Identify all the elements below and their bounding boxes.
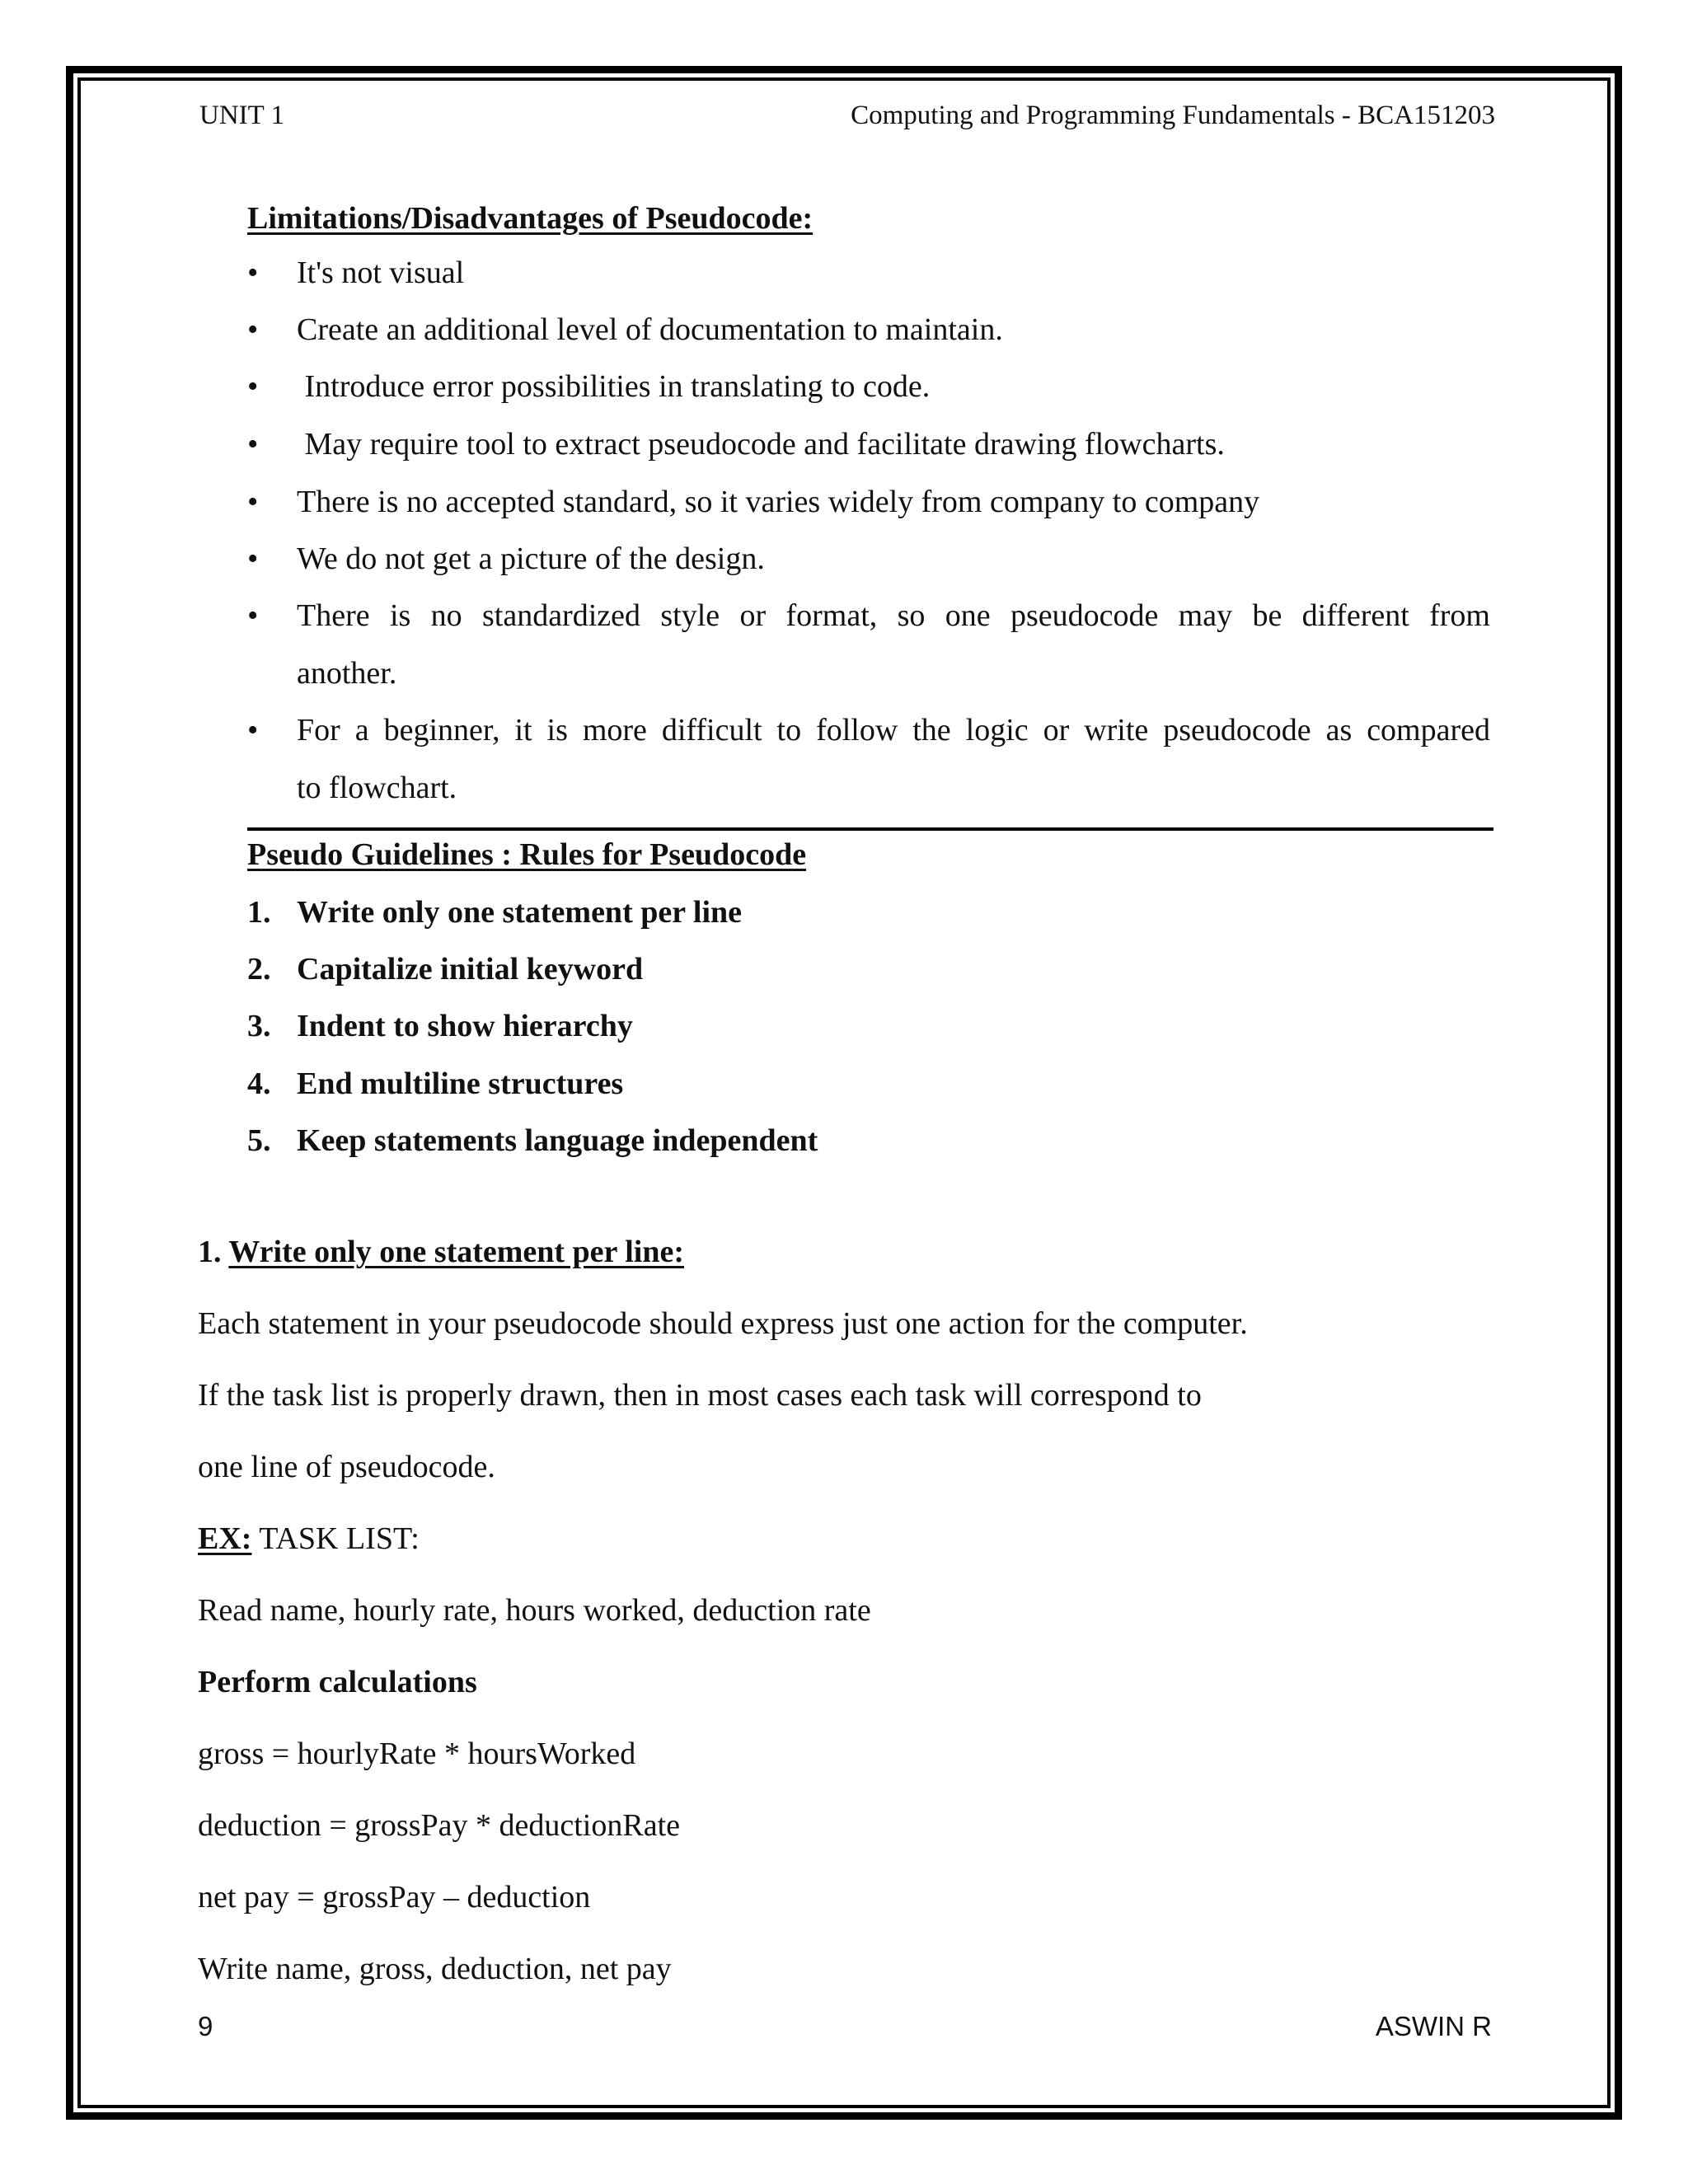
code-line-4: deduction = grossPay * deductionRate [198, 1808, 680, 1843]
section1-paragraph-1: Each statement in your pseudocode should express just one action for the computer. [198, 1306, 1248, 1341]
limitation-item-5: There is no accepted standard, so it varies widely from company to company [297, 485, 1260, 519]
limitation-item-3: Introduce error possibilities in translating to code. [297, 369, 931, 404]
guideline-3-number: 3. [247, 1009, 271, 1043]
example-line [198, 1518, 420, 1559]
section1-number: 1. [198, 1235, 222, 1269]
limitation-item-7: There is no standardized style or format, so one pseudocode may be different from [297, 598, 1490, 633]
limitation-item-2: Create an additional level of documentation to maintain. [297, 312, 1003, 347]
limitation-item-8: For a beginner, it is more difficult to follow the logic or write pseudocode as compared [297, 713, 1490, 748]
guideline-2: Capitalize initial keyword [297, 952, 644, 987]
guidelines-heading: Pseudo Guidelines : Rules for Pseudocode [247, 837, 807, 872]
section1-paragraph-2b: one line of pseudocode. [198, 1450, 495, 1484]
section-divider [247, 827, 1493, 831]
bullet-8-dot: • [247, 713, 259, 748]
code-line-1: Read name, hourly rate, hours worked, deduction rate [198, 1593, 871, 1628]
limitations-heading: Limitations/Disadvantages of Pseudocode: [247, 201, 814, 236]
section1-heading [198, 1231, 684, 1272]
bullet-7-dot: • [247, 598, 259, 633]
example-label: EX: [198, 1521, 252, 1556]
section1-title: Write only one statement per line: [228, 1235, 684, 1269]
bullet-1-dot: • [247, 255, 259, 290]
guideline-4: End multiline structures [297, 1066, 624, 1101]
guideline-5-number: 5. [247, 1123, 271, 1158]
guideline-1: Write only one statement per line [297, 895, 743, 930]
bullet-4-dot: • [247, 427, 259, 462]
page-number: 9 [198, 2011, 213, 2041]
guideline-4-number: 4. [247, 1066, 271, 1101]
guideline-3: Indent to show hierarchy [297, 1009, 633, 1043]
limitation-item-6: We do not get a picture of the design. [297, 541, 765, 576]
limitation-item-8-continued: to flowchart. [297, 771, 457, 805]
limitation-item-1: It's not visual [297, 255, 465, 290]
code-line-3: gross = hourlyRate * hoursWorked [198, 1736, 636, 1771]
code-line-6: Write name, gross, deduction, net pay [198, 1952, 672, 1986]
bullet-6-dot: • [247, 541, 259, 576]
section1-paragraph-2a: If the task list is properly drawn, then in most cases each task will correspond to [198, 1378, 1202, 1413]
limitation-item-7-continued: another. [297, 656, 397, 691]
code-line-5: net pay = grossPay – deduction [198, 1880, 591, 1915]
bullet-5-dot: • [247, 485, 259, 519]
guideline-2-number: 2. [247, 952, 271, 987]
header-unit: UNIT 1 [199, 101, 284, 130]
guideline-1-number: 1. [247, 895, 271, 930]
header-course: Computing and Programming Fundamentals - BCA151203 [851, 101, 1495, 130]
example-text: TASK LIST: [251, 1521, 420, 1556]
bullet-3-dot: • [247, 369, 259, 404]
guideline-5: Keep statements language independent [297, 1123, 818, 1158]
footer-author: ASWIN R [1375, 2011, 1492, 2041]
bullet-2-dot: • [247, 312, 259, 347]
code-line-2: Perform calculations [198, 1665, 477, 1699]
limitation-item-4: May require tool to extract pseudocode and facilitate drawing flowcharts. [297, 427, 1225, 462]
